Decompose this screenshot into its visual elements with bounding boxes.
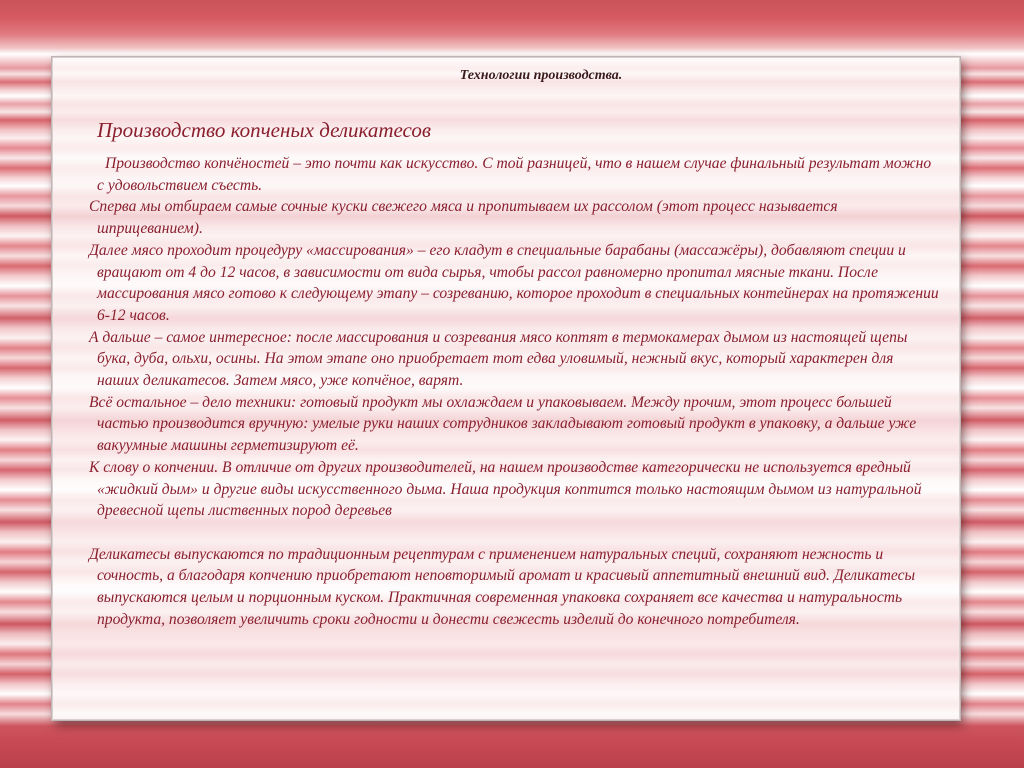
paragraph-closing: Деликатесы выпускаются по традиционным рецептурам с применением натуральных специй, сохраняют нежность и сочность, а благодаря копчению приобретают неповторимый аромат и красивый аппетитный внешний вид. Деликатесы выпускаются целым и порционным куском. Практичная современная упаковка сохраняет все качества и натуральность продукта, позволяет увеличить сроки годности и донести свежесть изделий до конечного потребителя.: [89, 545, 916, 628]
paragraph-smoke-type: К слову о копчении. В отличие от других производителей, на нашем производстве категорически не используется вредный «жидкий дым» и другие виды искусственного дыма. Наша продукция коптится только настоящим дымом из натуральной древесной щепы лиственных пород деревьев: [89, 458, 922, 520]
paragraph-smoking: А дальше – самое интересное: после массирования и созревания мясо коптят в термокамерах дымом из настоящей щепы бука, дуба, ольхи, осины. На этом этапе оно приобретает тот едва уловимый, нежный вкус, который характерен для наших деликатесов. Затем мясо, уже копчёное, варят.: [89, 328, 908, 390]
paragraph-massaging: Далее мясо проходит процедуру «массирования» – его кладут в специальные барабаны (массажёры), добавляют специи и вращают от 4 до 12 часов, в зависимости от вида сырья, чтобы рассол равномерно пропитал мясные ткани. После массирования мясо готово к следующему этапу – созреванию, которое проходит в специальных контейнерах на протяжении 6-12 часов.: [89, 241, 939, 324]
paragraph-injection: Сперва мы отбираем самые сочные куски свежего мяса и пропитываем их рассолом (этот процесс называется шприцеванием).: [89, 198, 838, 238]
paragraph-intro: Производство копчёностей – это почти как искусство. С той разницей, что в нашем случае финальный результат можно с удовольствием съесть.: [97, 155, 932, 194]
header-title: Технологии производства.: [459, 68, 623, 83]
slide-panel: [52, 57, 960, 720]
page-title: Производство копченых деликатесов: [97, 118, 431, 142]
paragraph-spacer: [89, 522, 939, 544]
paragraph-packaging: Всё остальное – дело техники: готовый продукт мы охлаждаем и упаковываем. Между прочим, этот процесс большей частью производится вручную: умелые руки наших сотрудников закладывают готовый продукт в упаковку, а дальше уже вакуумные машины герметизируют её.: [89, 393, 917, 455]
body-text: [89, 153, 939, 630]
